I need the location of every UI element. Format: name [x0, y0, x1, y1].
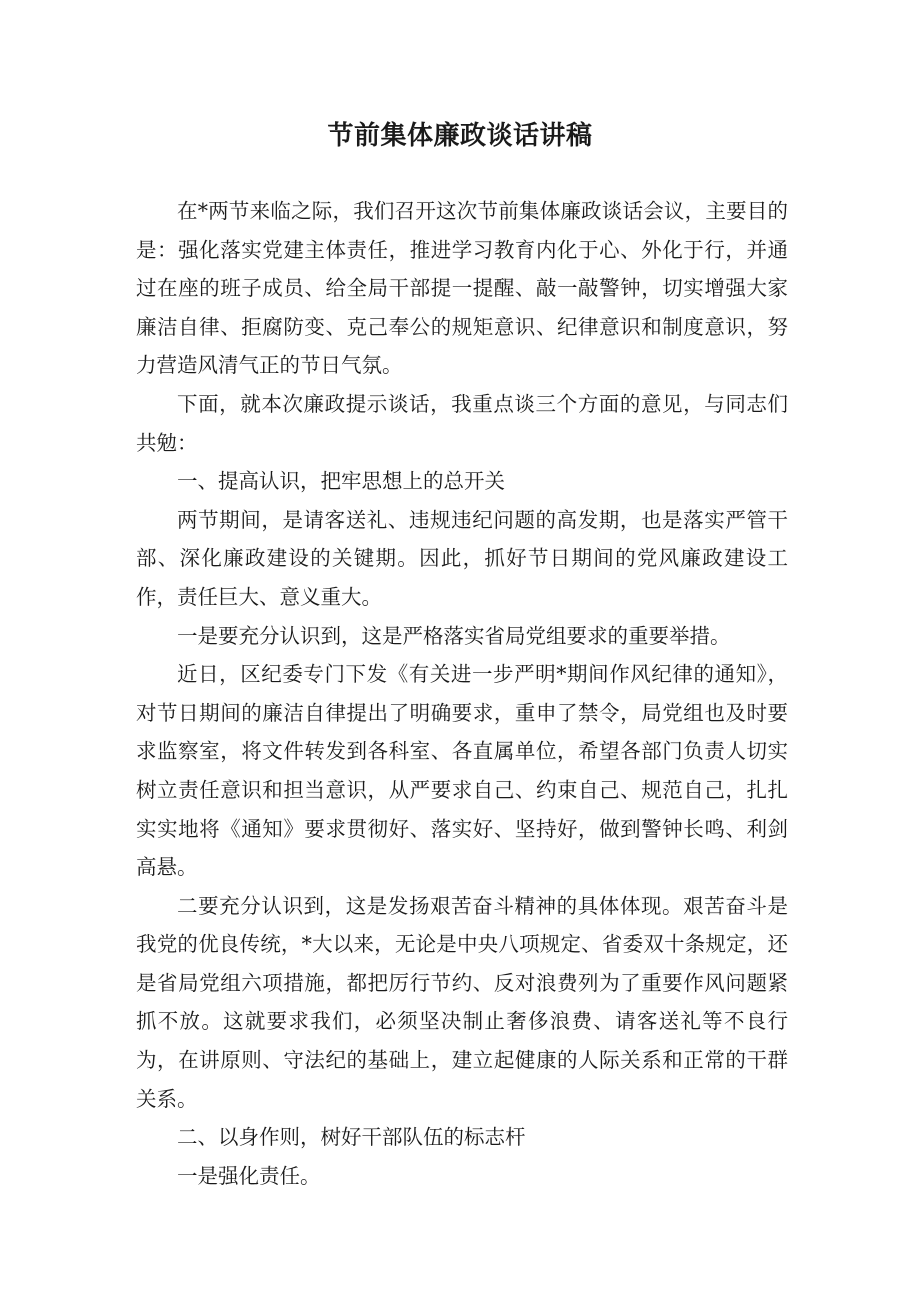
subheading-point-1: 一是要充分认识到，这是严格落实省局党组要求的重要举措。	[177, 623, 731, 648]
document-body	[136, 192, 788, 1195]
subheading-responsibility: 一是强化责任。	[177, 1163, 321, 1188]
document-title: 节前集体廉政谈话讲稿	[327, 121, 593, 151]
section-heading-2: 二、以身作则，树好干部队伍的标志杆	[177, 1125, 526, 1150]
paragraph-notice: 近日，区纪委专门下发《有关进一步严明*期间作风纪律的通知》，对节日期间的廉洁自律提出了明确要求，重申了禁令，局党组也及时要求监察室，将文件转发到各科室、各直属单位，希望各部门负责人切实树立责任意识和担当意识，从严要求自己、约束自己、规范自己，扎扎实实地将《通知》要求贯彻好、落实好、坚持好，做到警钟长鸣、利剑高悬。	[136, 662, 788, 880]
paragraph-overview: 下面，就本次廉政提示谈话，我重点谈三个方面的意见，与同志们共勉：	[136, 391, 788, 455]
paragraph-hard-work: 二要充分认识到，这是发扬艰苦奋斗精神的具体体现。艰苦奋斗是我党的优良传统，*大以来，无论是中央八项规定、省委双十条规定，还是省局党组六项措施，都把厉行节约、反对浪费列为了重要作风问题紧抓不放。这就要求我们，必须坚决制止奢侈浪费、请客送礼等不良行为，在讲原则、守法纪的基础上，建立起健康的人际关系和正常的干群关系。	[136, 893, 788, 1111]
section-heading-1: 一、提高认识，把牢思想上的总开关	[177, 469, 505, 494]
paragraph-intro: 在*两节来临之际，我们召开这次节前集体廉政谈话会议，主要目的是：强化落实党建主体责任，推进学习教育内化于心、外化于行，并通过在座的班子成员、给全局干部提一提醒、敲一敲警钟，切实增强大家廉洁自律、拒腐防变、克己奉公的规矩意识、纪律意识和制度意识，努力营造风清气正的节日气氛。	[136, 199, 788, 378]
paragraph-holiday-period: 两节期间，是请客送礼、违规违纪问题的高发期，也是落实严管干部、深化廉政建设的关键期。因此，抓好节日期间的党风廉政建设工作，责任巨大、意义重大。	[136, 507, 788, 609]
